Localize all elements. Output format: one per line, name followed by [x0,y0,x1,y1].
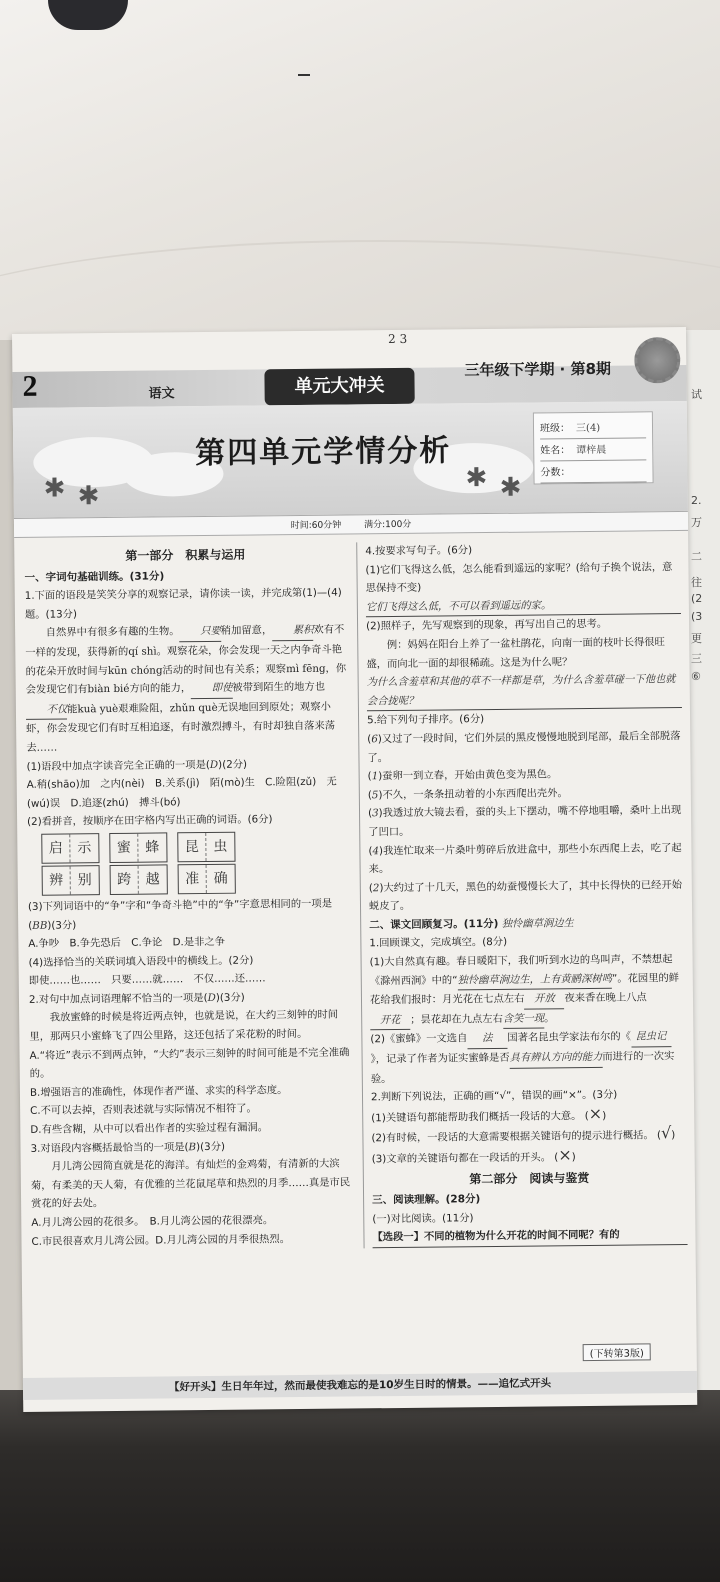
question-text: 国著名昆虫学家法布尔的《 [507,1030,631,1045]
judge-mark: × [558,1145,572,1165]
table-surface [0,0,720,340]
order-number: 1 [371,770,379,783]
tianzige-row-2 [42,862,350,895]
question-text: 夜来香在晚上八点 [564,991,647,1005]
r2-item: (2)有时候，一段话的大意需要根据关键语句的提示进行概括。 (√) [371,1123,676,1145]
answer-blank: 含笑一现 [503,1009,544,1029]
q1-3-options: A.争吵 B.争先恐后 C.争论 D.是非之争 [28,935,226,950]
sun-icon [634,337,680,383]
r2-item: (3)文章的关键语句都在一段话的开头。 (×) [371,1145,576,1166]
section2-title: 二、课文回顾复习。(11分) [369,917,499,932]
edge-text: (2 [691,592,703,605]
r1: 1.回顾课文，完成填空。(8分) [369,936,508,950]
passage-text: 自然界中有很多有趣的生物。 [45,625,180,640]
q4-2-answer: 为什么含羞草和其他的草不一样都是草，为什么含羞草碰一下他也就会合拢呢？ [367,670,682,711]
time-limit: 时间:60分钟 [290,520,342,532]
order-text: )蚕卵一到立春，开始由黄色变为黑色。 [378,768,558,783]
order-number: 4 [372,844,380,857]
order-text: )我连忙取来一片桑叶剪碎后放进盒中，那些小东西爬上去，吃了起来。 [368,841,682,876]
question-text: 》，记录了作者为证实蜜蜂是否 [370,1051,510,1066]
full-score: 满分:100分 [364,519,412,531]
grid-char: 确 [213,870,228,887]
part1-title: 第一部分 积累与运用 [125,547,246,563]
q1-2: (2)看拼音，按顺序在田字格内写出正确的词语。(6分) [27,813,273,829]
page-title: 第四单元学情分析 [195,433,452,472]
r2-item: (1)关键语句都能帮助我们概括一段话的大意。 (×) [371,1103,607,1125]
passage-text: 能kuà yuè艰难险阻，zhǔn què无误地回到原处；观察小虾，你会发现它们有时互相追逐，有时激烈搏斗，有时却独自落来荡去…… [26,700,336,754]
order-text: )不久，一条条扭动着的小东西爬出壳外。 [378,786,568,801]
answer-blank: 具有辨认方向的能力 [510,1048,603,1069]
q4: 4.按要求写句子。(6分) [365,544,473,558]
question-text: 而进行的一次实验。 [370,1050,675,1085]
order-number: 3 [372,807,379,820]
question-text: ；昙花却在九点左右 [410,1012,503,1026]
answer-blank: 法 [467,1029,507,1049]
exam-paper [12,327,697,1412]
q5-item: (5)不久，一条条扭动着的小东西爬出壳外。 [367,786,568,802]
passage-text: 稍加留意， [220,624,273,638]
grid-char: 别 [77,871,92,888]
right-column [356,539,687,1248]
palm-tree-icon: ✱ [77,481,100,512]
question-text: (3)下列词语中的“争”字和“争奇斗艳”中的“争”字意思相同的一项是( [27,897,333,932]
answer-blank: 昆虫记 [631,1028,671,1048]
grade-issue: 三年级下学期 · 第8期 [464,359,612,380]
answer-blank: 开花 [370,1011,410,1031]
part2-title: 第二部分 阅读与鉴赏 [469,1170,590,1186]
q1-3 [28,894,350,935]
turn-page-note: (下转第3版) [583,1343,651,1361]
r1-1: (1)大自然真有趣。春日暖阳下，我们听到水边的鸟叫声，不禁想起《滁州西涧》中的“独怜幽草涧边生，上有黄鹂深树鸣”。花园里的鲜花给我们报时：月光花在七点左右 开放 夜来香在晚上八点开花 ；昙花却在九点左右含笑一现。 [370,950,686,1031]
order-number: 2 [372,881,380,894]
answer-choice: D [207,991,216,1004]
handwritten-note: 独怜幽草涧边生 [501,917,574,930]
tianzige-word [41,833,99,864]
score-field [540,462,646,483]
edge-text: 2. [691,494,702,507]
judge-text: (1)关键语句都能帮助我们概括一段话的大意。 [371,1109,582,1125]
q5-item: (2)大约过了十几天，黑色的幼蚕慢慢长大了，其中长得快的已经开始蜕皮了。 [368,878,683,913]
q5-item: (4)我连忙取来一片桑叶剪碎后放进盒中，那些小东西爬上去，吃了起来。 [368,841,682,876]
question-score: )(3分) [215,991,245,1004]
selection-one: 【选段一】不同的植物为什么开花的时间不同呢？有的 [372,1225,687,1248]
order-text: )又过了一段时间，它们外层的黑皮慢慢地脱到尾部，最后全部脱落了。 [367,729,681,764]
palm-tree-icon: ✱ [465,463,488,494]
series-logo: 单元大冲关 [264,368,414,406]
score-label: 分数： [540,467,571,479]
tianzige-word [110,864,168,895]
top-scribbles: 2 3 [388,331,408,347]
question-text: 2.对句中加点词语理解不恰当的一项是( [28,991,208,1006]
q5-item: (3)我透过放大镜去看，蚕的头上下摆动，嘴不停地咀嚼，桑叶上出现了凹口。 [367,804,682,839]
page-number: 2 [22,369,38,403]
q1-passage [25,621,348,758]
dark-object [48,0,128,30]
r2: 2.判断下列说法，正确的画“√”，错误的画“×”。(3分) [370,1088,618,1104]
q3-options-ab: A.月儿湾公园的花很多。 B.月儿湾公园的花很漂亮。 [31,1214,274,1229]
palm-tree-icon: ✱ [499,472,522,503]
order-text: )我透过放大镜去看，蚕的头上下摆动，嘴不停地咀嚼，桑叶上出现了凹口。 [368,804,682,839]
edge-text: (3 [691,610,703,623]
passage-text: 欢有不一样的发现，获得新的qí shì。观察花朵，你会发现一天之内争奇斗艳的花朵开放时间与kūn chóng活动的时间也有关系；观察mì fēng，你会发现它们有biàn bié方向的能力， [25,623,347,697]
q2-option-b: B.增强语言的准确性，体现作者严谨、求实的科学态度。 [29,1084,288,1099]
grid-char: 准 [179,865,207,893]
q2-option-d: D.有些含糊，从中可以看出作者的实验过程有漏洞。 [30,1121,269,1136]
answer-choice: B [188,1140,197,1153]
grid-char: 辨 [43,866,71,894]
tianzige-word [177,832,235,863]
q3-options-cd: C.市民很喜欢月儿湾公园。D.月儿湾公园的月季很热烈。 [31,1232,291,1248]
question-text: (2)《蜜蜂》一文选自 [370,1032,468,1046]
grid-char: 蜂 [145,839,160,856]
class-value: 三(4) [575,422,601,435]
grid-char: 示 [77,839,92,856]
q1-intro: 1.下面的语段是笑笑分享的观察记录，请你读一读，并完成第(1)—(4)题。(13分) [24,586,342,621]
edge-text: 二 [691,550,702,563]
left-column [24,543,353,1252]
question-text: (1)大自然真有趣。春日暖阳下，我们听到水边的鸟叫声，不禁想起《滁州西涧》中的“ [369,953,673,987]
answer-blank: 独怜幽草涧边生，上有黄鹂深树鸣 [457,969,612,990]
answer-choice: BB [32,919,48,932]
answer-blank: 只要 [179,622,220,642]
section3-sub: (一)对比阅读。(11分) [372,1211,474,1226]
question-score: )(3分) [47,918,77,932]
judge-mark: × [588,1103,603,1123]
q5-item: (1)蚕卵一到立春，开始由黄色变为黑色。 [367,768,558,783]
section1-title: 一、字词句基础训练。(31分) [24,570,165,584]
bottom-shadow [0,1390,720,1582]
class-label: 班级： [539,423,571,435]
judge-mark: √ [660,1123,672,1143]
q1-4: (4)选择恰当的关联词填入语段中的横线上。(2分) [28,954,254,969]
grid-char: 虫 [213,838,228,855]
name-field [540,440,646,461]
q1-1-options: A.稍(shāo)加 之内(nèi) B.关系(jì) 陌(mò)生 C.险阻(zǔ) 无(wú)误 D.追逐(zhú) 搏斗(bó) [26,775,337,810]
judge-text: (3)文章的关键语句都在一段话的开头。 [371,1151,552,1166]
question-text: (1)语段中加点字读音完全正确的一项是( [26,758,210,773]
question-text: ”。花园里的鲜花给我们报时：月光花在七点左右 [369,971,680,1007]
judge-text: (2)有时候，一段话的大意需要根据关键语句的提示进行概括。 [371,1129,654,1145]
order-number: 5 [371,788,379,801]
q4-2-example: 例：妈妈在阳台上养了一盆杜鹃花，向南一面的枝叶长得很旺盛，而向北一面的却很稀疏。这是为什么呢？ [366,636,665,670]
edge-text: 万 [691,516,702,529]
tianzige-word [178,864,236,895]
q4-1-answer: 它们飞得这么低，不可以看到遥远的家。 [366,595,681,618]
section3-title: 三、阅读理解。(28分) [372,1193,481,1207]
name-value: 谭梓晨 [576,444,607,457]
edge-text: 三 [691,652,702,665]
q4-2: (2)照样子，先写观察到的现象，再写出自己的思考。 [366,618,608,633]
answer-blank: 即使 [191,679,232,699]
grid-char: 跨 [111,866,139,894]
q2-passage: 我放蜜蜂的时候是将近两点钟，也就是说，在大约三刻钟的时间里，那两只小蜜蜂飞了四公里路，这还包括了采花粉的时间。 [29,1009,339,1043]
order-number: 6 [371,733,378,746]
tianzige-word [42,865,100,896]
answer-blank: 不仅 [26,700,67,720]
class-field [540,418,646,439]
tianzige-word [109,832,167,863]
name-label: 姓名： [540,445,571,457]
q4-1: (1)它们飞得这么低，怎么能看到遥远的家呢？(给句子换个说法，意思保持不变) [365,560,673,595]
q2-option-c: C.不可以去掉，否则表述就与实际情况不相符了。 [30,1102,257,1118]
answer-blank: 开放 [524,990,564,1010]
edge-text: 往 [691,576,702,589]
edge-text: ⑥ [691,670,701,683]
grid-char: 蜜 [110,834,138,862]
answer-choice: D [209,758,219,771]
grid-char: 越 [145,871,160,888]
question-score: )(2分) [218,758,248,771]
passage-text: 被带到陌生的地方也 [232,680,326,694]
q5-item: (6)又过了一段时间，它们外层的黑皮慢慢地脱到尾部，最后全部脱落了。 [367,729,681,764]
tianzige-row-1 [41,830,349,863]
r1-2 [370,1027,686,1088]
q3-passage: 月儿湾公园简直就是花的海洋。有灿烂的金鸡菊，有清新的大滨菊，有柔美的天人菊，有优雅的兰花鼠尾草和热烈的月季……真是市民赏花的好去处。 [30,1157,351,1211]
grid-char: 昆 [178,833,206,861]
edge-text: 更 [691,632,702,645]
order-text: )大约过了十几天，黑色的幼蚕慢慢长大了，其中长得快的已经开始蜕皮了。 [368,878,683,913]
q1-4-options: 即使……也…… 只要……就…… 不仅……还…… [28,972,266,988]
footer-tip: 【好开头】生日年年过，然而最使我难忘的是10岁生日时的情景。——追忆式开头 [23,1371,697,1400]
table-mark [298,74,310,76]
student-info-box [533,411,654,484]
edge-text: 试 [691,388,702,401]
q2-option-a: A.“将近”表示不到两点钟，“大约”表示三刻钟的时间可能是不完全准确的。 [29,1046,350,1081]
question-text: 3.对语段内容概括最恰当的一项是( [30,1140,189,1155]
question-score: )(3分) [196,1140,226,1153]
q5: 5.给下列句子排序。(6分) [367,713,485,727]
subject-label: 语文 [148,386,175,402]
palm-tree-icon: ✱ [43,473,66,504]
answer-blank: 累积 [272,621,313,641]
grid-char: 启 [42,834,70,862]
